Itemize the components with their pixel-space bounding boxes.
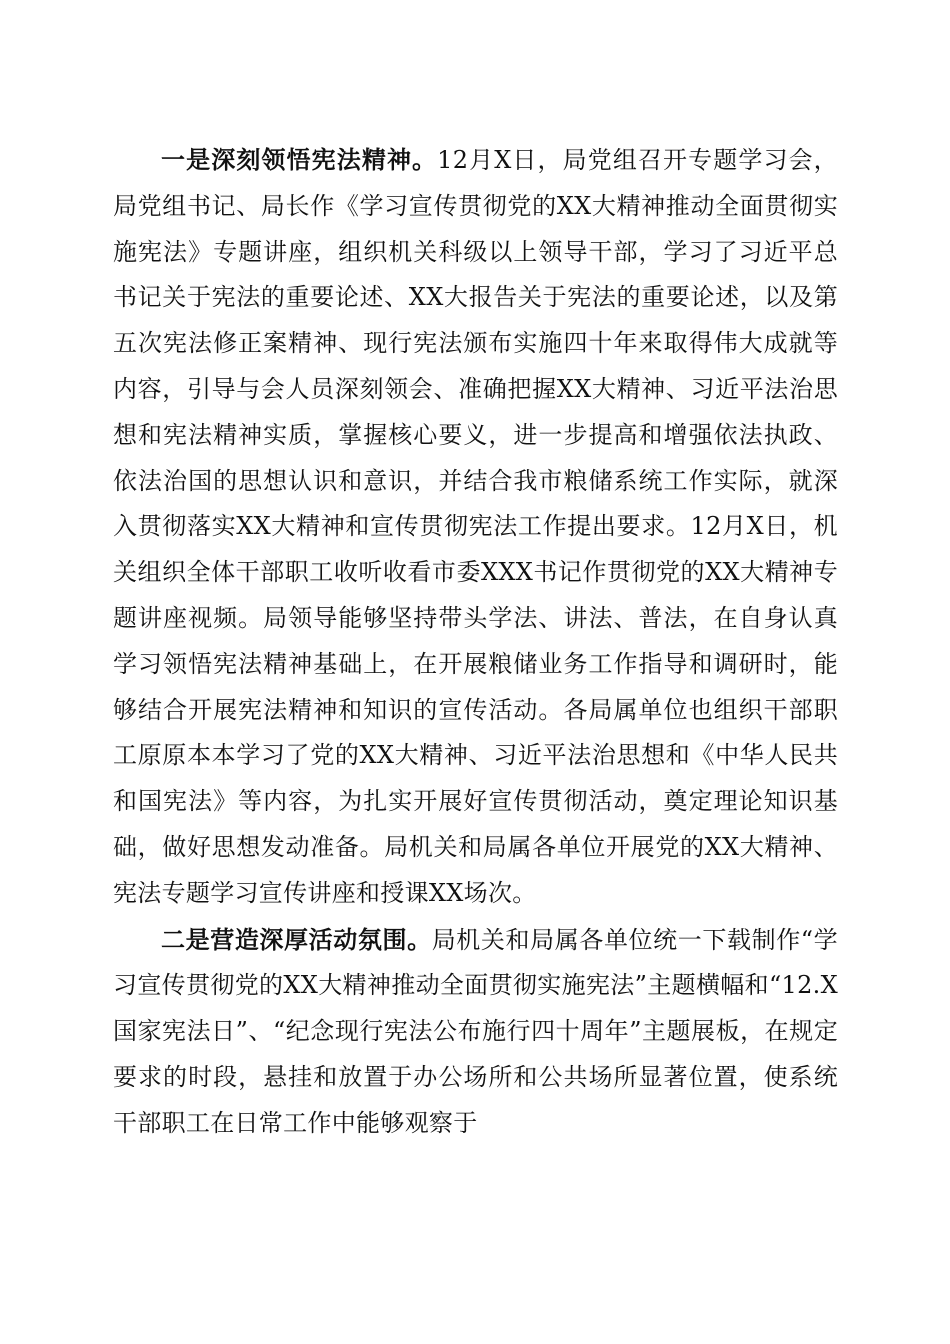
paragraph-1-text: 12月X日，局党组召开专题学习会，局党组书记、局长作《学习宣传贯彻党的XX大精神推动全面贯彻实施宪法》专题讲座，组织机关科级以上领导干部，学习了习近平总书记关于宪法的重要论述、XX大报告关于宪法的重要论述，以及第五次宪法修正案精神、现行宪法颁布实施四十年来取得伟大成就等内容，引导与会人员深刻领会、准确把握XX大精神、习近平法治思想和宪法精神实质，掌握核心要义，进一步提高和增强依法执政、依法治国的思想认识和意识，并结合我市粮储系统工作实际，就深入贯彻落实XX大精神和宣传贯彻宪法工作提出要求。12月X日，机关组织全体干部职工收听收看市委XXX书记作贯彻党的XX大精神专题讲座视频。局领导能够坚持带头学法、讲法、普法，在自身认真学习领悟宪法精神基础上，在开展粮储业务工作指导和调研时，能够结合开展宪法精神和知识的宣传活动。各局属单位也组织干部职工原原本本学习了党的XX大精神、习近平法治思想和《中华人民共和国宪法》等内容，为扎实开展好宣传贯彻活动，奠定理论知识基础，做好思想发动准备。局机关和局属各单位开展党的XX大精神、宪法专题学习宣传讲座和授课XX场次。 bbox=[113, 146, 838, 907]
paragraph-1-heading: 一是深刻领悟宪法精神。 bbox=[161, 145, 438, 174]
paragraph-2-text: 局机关和局属各单位统一下载制作“学习宣传贯彻党的XX大精神推动全面贯彻实施宪法”主题横幅和“12.X国家宪法日”、“纪念现行宪法公布施行四十周年”主题展板，在规定要求的时段，悬挂和放置于办公场所和公共场所显著位置，使系统干部职工在日常工作中能够观察于 bbox=[113, 925, 838, 1137]
paragraph-2-heading: 二是营造深厚活动氛围。 bbox=[161, 924, 432, 954]
paragraph-2 bbox=[113, 917, 838, 1147]
paragraph-1 bbox=[113, 137, 838, 917]
document-body bbox=[113, 137, 838, 1147]
